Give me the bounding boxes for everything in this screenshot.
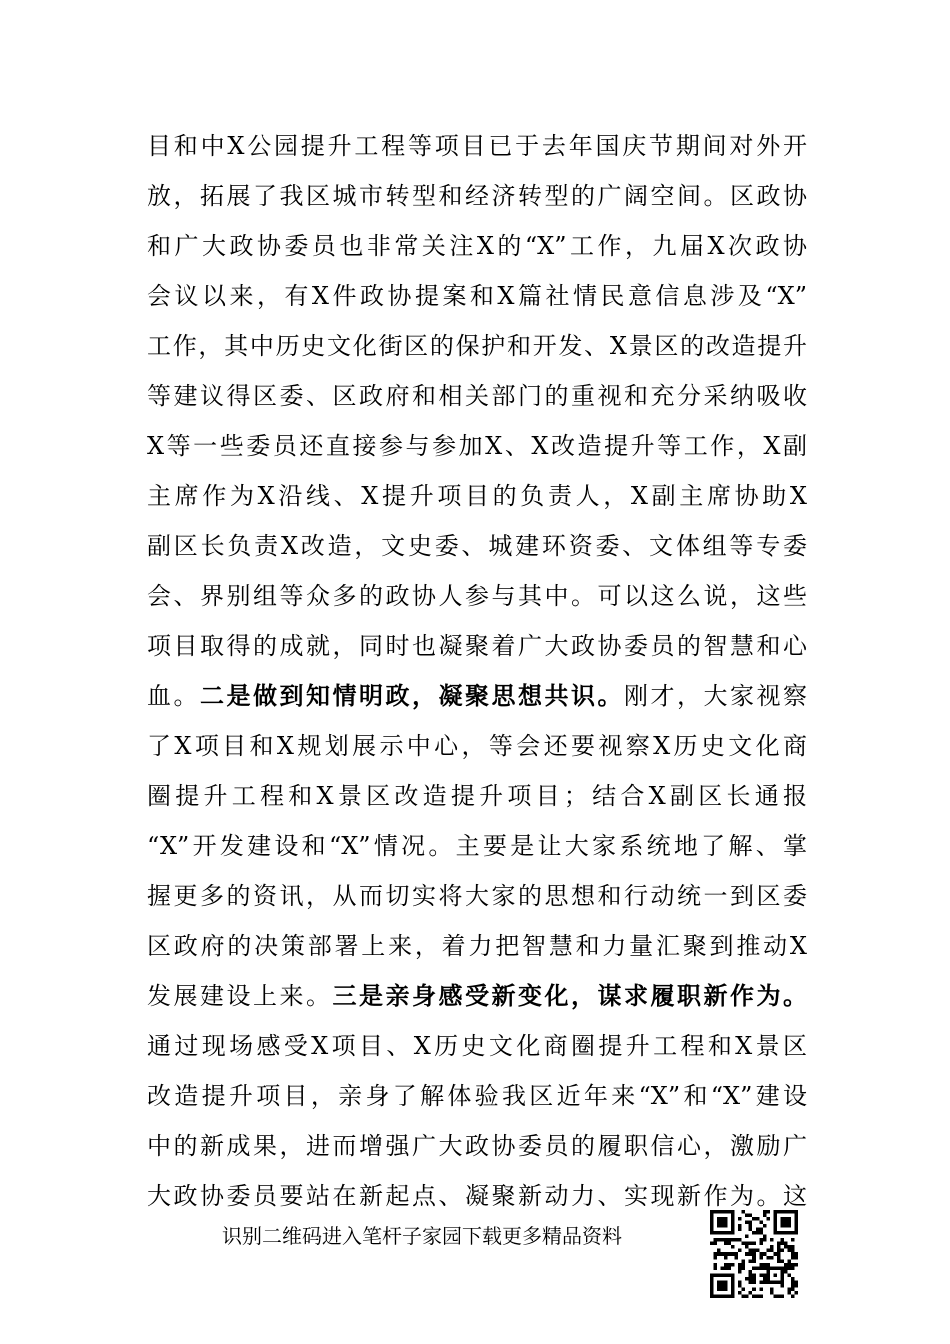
text-line <box>147 221 807 271</box>
text-line <box>147 721 807 771</box>
text-segment: 中的新成果，进而增强广大政协委员的履职信心，激励广 <box>147 1132 807 1160</box>
text-segment: 和广大政协委员也非常关注X的“X”工作，九届X次政协 <box>147 232 807 260</box>
text-segment: 改造提升项目，亲身了解体验我区近年来“X”和“X”建设 <box>147 1082 807 1110</box>
text-segment: 会议以来，有X件政协提案和X篇社情民意信息涉及“X” <box>147 282 807 310</box>
text-segment: 等建议得区委、区政府和相关部门的重视和充分采纳吸收 <box>147 382 807 410</box>
text-line <box>147 121 807 171</box>
text-segment: 通过现场感受X项目、X历史文化商圈提升工程和X景区 <box>147 1032 807 1060</box>
text-line <box>147 1121 807 1171</box>
text-segment: 会、界别组等众多的政协人参与其中。可以这么说，这些 <box>147 582 807 610</box>
text-segment: “X”开发建设和“X”情况。主要是让大家系统地了解、掌 <box>147 832 807 860</box>
text-line <box>147 1071 807 1121</box>
text-segment: 副区长负责X改造，文史委、城建环资委、文体组等专委 <box>147 532 807 560</box>
text-segment: 大政协委员要站在新起点、凝聚新动力、实现新作为。这 <box>147 1182 807 1210</box>
text-segment: 握更多的资讯，从而切实将大家的思想和行动统一到区委 <box>147 882 807 910</box>
footer-note: 识别二维码进入笔杆子家园下载更多精品资料 <box>222 1224 622 1248</box>
text-line <box>147 1171 807 1221</box>
text-segment: 项目取得的成就，同时也凝聚着广大政协委员的智慧和心 <box>147 632 807 660</box>
text-line <box>147 521 807 571</box>
text-segment: 放，拓展了我区城市转型和经济转型的广阔空间。区政协 <box>147 182 807 210</box>
text-segment: 目和中X公园提升工程等项目已于去年国庆节期间对外开 <box>147 132 807 160</box>
text-segment: 圈提升工程和X景区改造提升项目；结合X副区长通报 <box>147 782 807 810</box>
qr-code[interactable] <box>710 1210 798 1298</box>
text-segment: 工作，其中历史文化街区的保护和开发、X景区的改造提升 <box>147 332 807 360</box>
text-line <box>147 571 807 621</box>
text-line <box>147 371 807 421</box>
text-line <box>147 271 807 321</box>
text-line <box>147 421 807 471</box>
text-line <box>147 171 807 221</box>
text-line <box>147 671 807 721</box>
text-segment: 发展建设上来。 <box>147 982 333 1010</box>
text-segment: 了X项目和X规划展示中心，等会还要视察X历史文化商 <box>147 732 807 760</box>
text-line <box>147 471 807 521</box>
text-line <box>147 321 807 371</box>
text-line <box>147 771 807 821</box>
text-line <box>147 621 807 671</box>
text-line <box>147 871 807 921</box>
text-line <box>147 821 807 871</box>
text-segment: 区政府的决策部署上来，着力把智慧和力量汇聚到推动X <box>147 932 807 960</box>
bold-heading-segment: 三是亲身感受新变化，谋求履职新作为。 <box>332 981 807 1010</box>
text-line <box>147 971 807 1021</box>
bold-heading-segment: 二是做到知情明政，凝聚思想共识。 <box>200 681 624 710</box>
text-segment: 主席作为X沿线、X提升项目的负责人，X副主席协助X <box>147 482 807 510</box>
body-text <box>147 121 807 1221</box>
text-segment: 刚才，大家视察 <box>624 682 807 710</box>
text-segment: 血。 <box>147 682 200 710</box>
text-line <box>147 921 807 971</box>
text-line <box>147 1021 807 1071</box>
text-segment: X等一些委员还直接参与参加X、X改造提升等工作，X副 <box>147 432 807 460</box>
